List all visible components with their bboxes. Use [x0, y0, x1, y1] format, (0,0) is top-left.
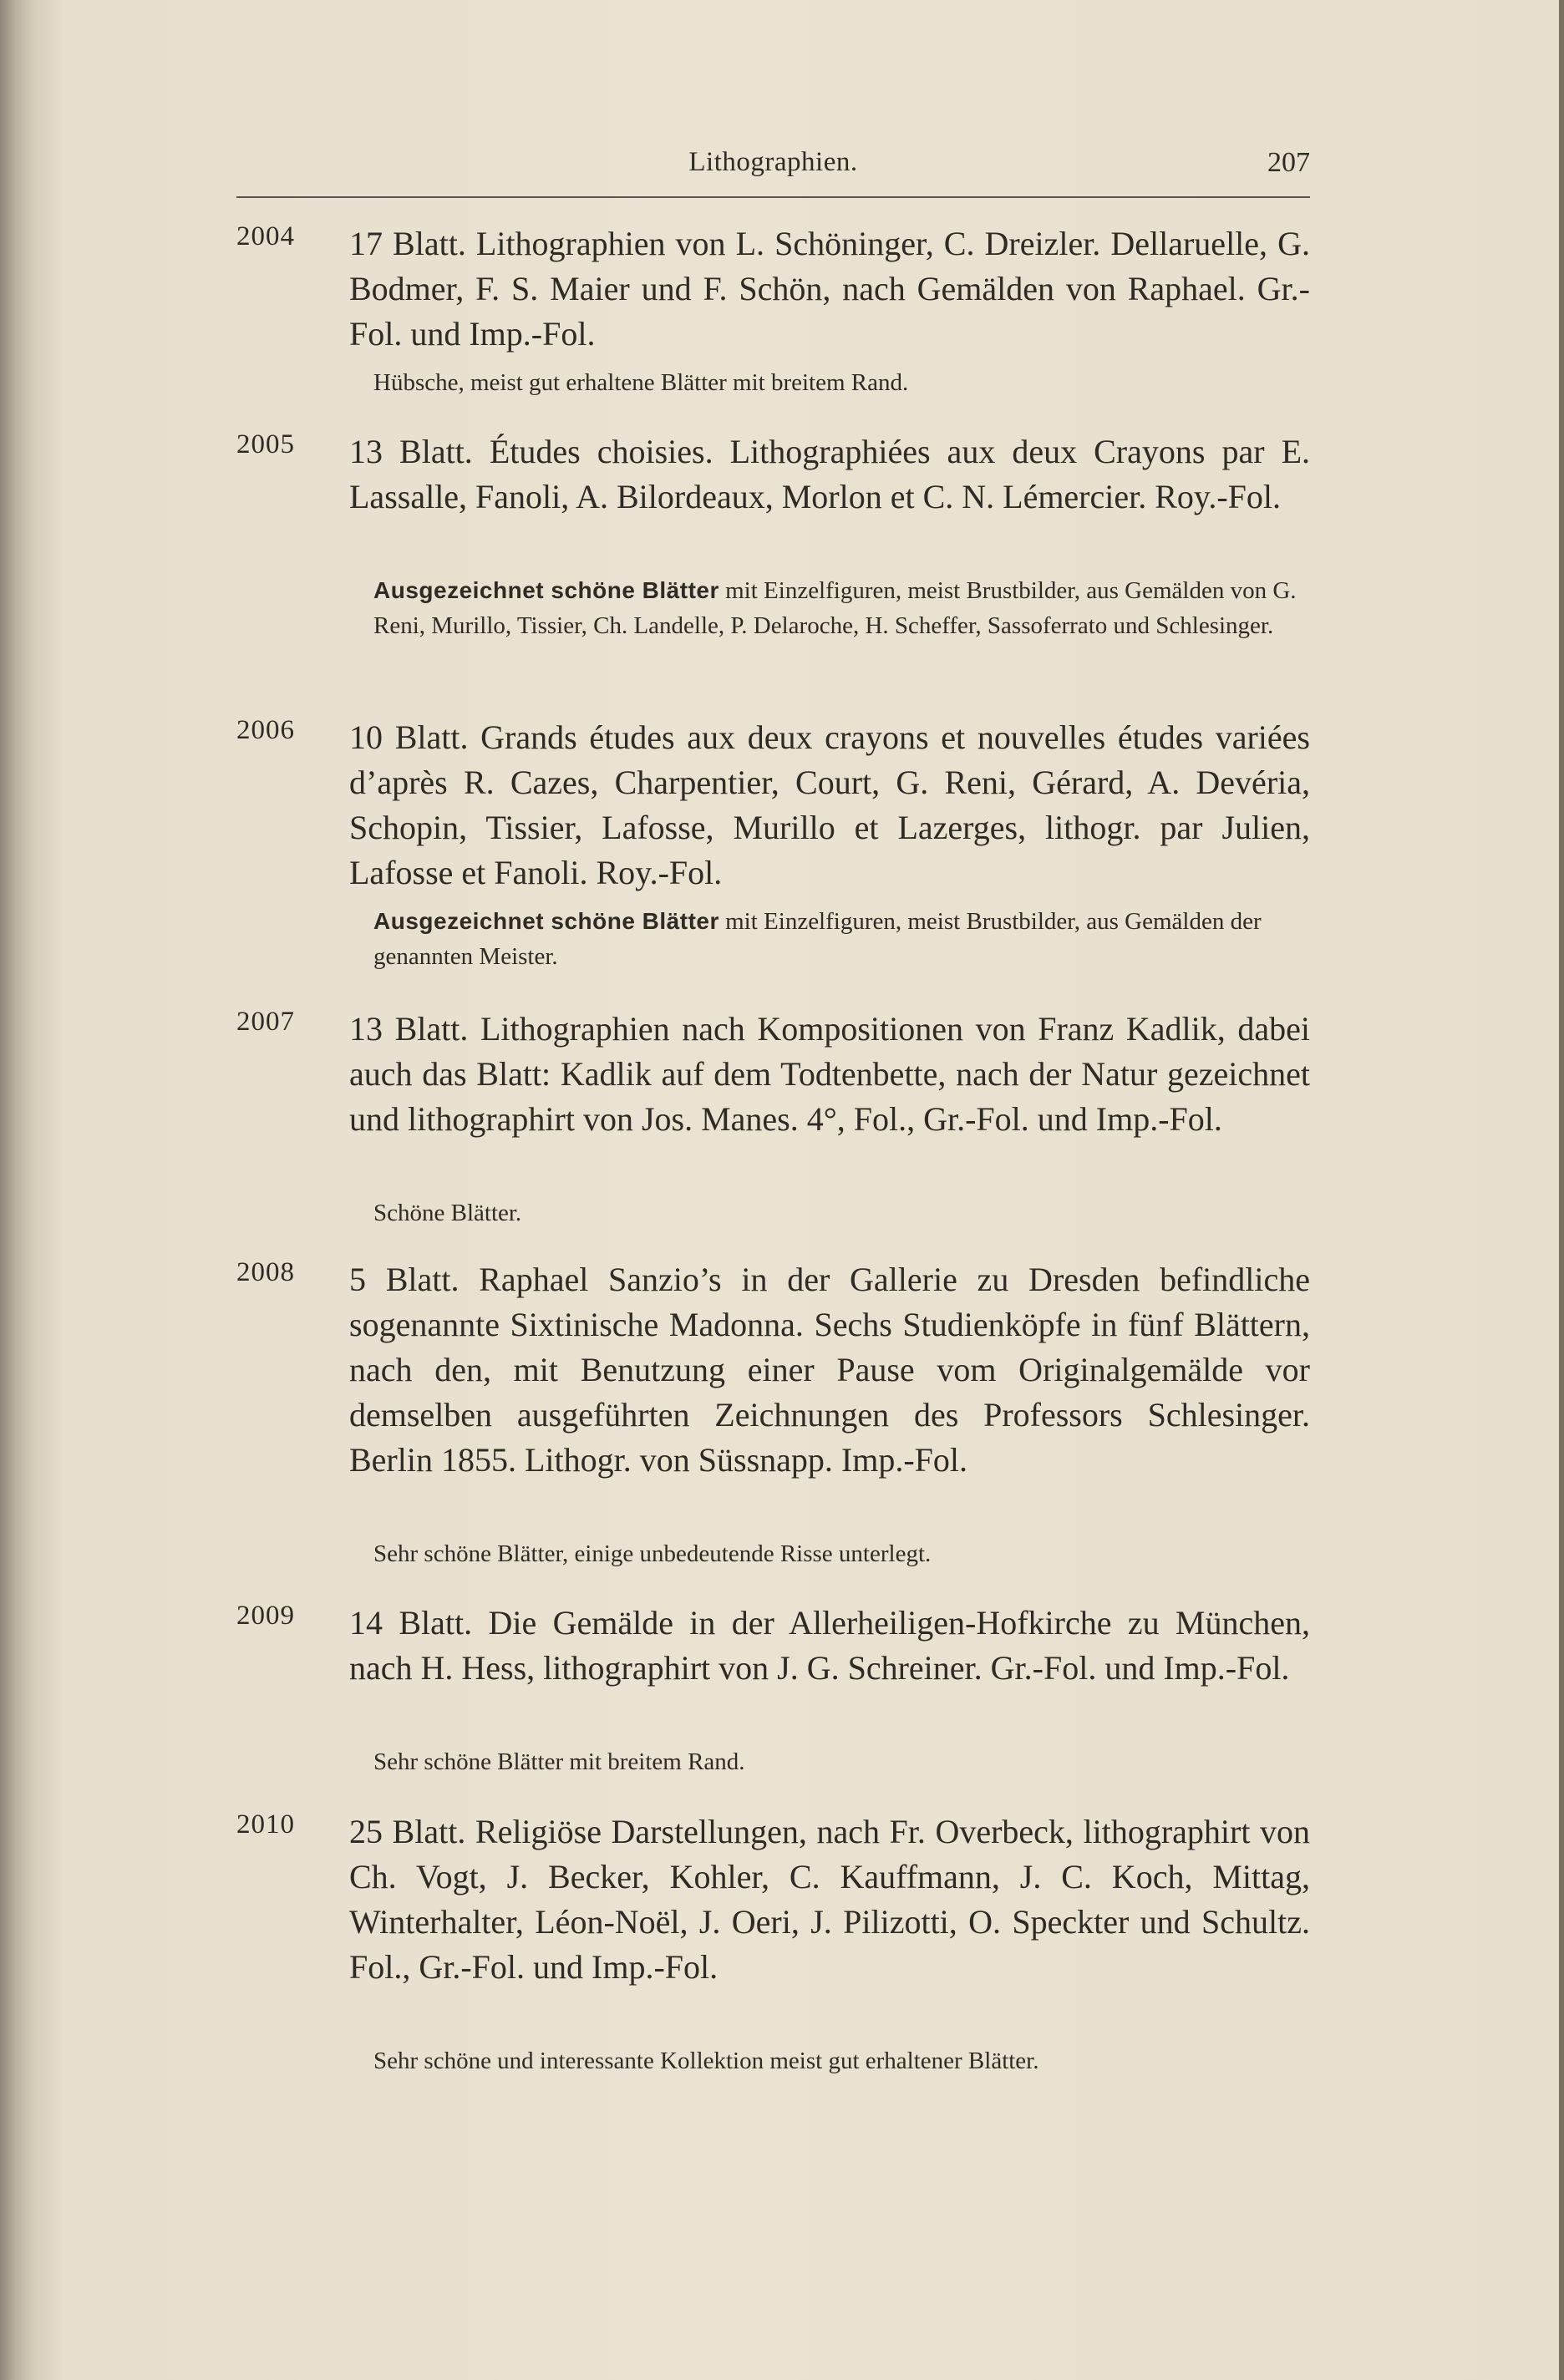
- page-edge: [1559, 0, 1564, 2380]
- entry-description: 25 Blatt. Religiöse Darstellungen, nach Fr. Overbeck, lithographirt von Ch. Vogt, J. Becker, Kohler, C. Kauffmann, J. C. Koch, Mittag, Winterhalter, Léon-Noël, J. Oeri, J. Pilizotti, O. Speckter und Schultz. Fol., Gr.-Fol. und Imp.-Fol.: [349, 1813, 1310, 1986]
- note-text: Sehr schöne Blätter mit breitem Rand.: [373, 1748, 745, 1775]
- lot-number: 2010: [236, 1809, 295, 1840]
- page-number: 207: [1267, 147, 1310, 178]
- note-text: Hübsche, meist gut erhaltene Blätter mit breitem Rand.: [373, 369, 909, 396]
- lot-number: 2006: [236, 715, 295, 745]
- note-emphasis: Ausgezeichnet schöne Blätter: [373, 577, 719, 603]
- note-text: mit Einzelfiguren, meist Brustbilder, aus Gemälden von G. Reni, Murillo, Tissier, Ch. Landelle, P. Delaroche, H. Scheffer, Sassoferrato und Schlesinger.: [373, 577, 1297, 639]
- note-emphasis: Ausgezeichnet schöne Blätter: [373, 908, 719, 934]
- entry-description: 10 Blatt. Grands études aux deux crayons et nouvelles études variées d’après R. Cazes, Charpentier, Court, G. Reni, Gérard, A. Devéria, Schopin, Tissier, Lafosse, Murillo et Lazerges, lithogr. par Julien, Lafosse et Fanoli. Roy.-Fol.: [349, 718, 1310, 891]
- entry-note: [373, 1536, 1310, 1571]
- lot-number: 2008: [236, 1257, 295, 1287]
- note-text: Schöne Blätter.: [373, 1200, 522, 1226]
- note-text: Sehr schöne Blätter, einige unbedeutende Risse unterlegt.: [373, 1540, 932, 1567]
- lot-number: 2004: [236, 221, 295, 251]
- header-rule: [236, 196, 1310, 198]
- lot-number: 2007: [236, 1007, 295, 1037]
- entry-note: [373, 1195, 1310, 1231]
- entry-description: 13 Blatt. Lithographien nach Kompositionen von Franz Kadlik, dabei auch das Blatt: Kadlik auf dem Todtenbette, nach der Natur gezeichnet und lithographirt von Jos. Manes. 4°, Fol., Gr.-Fol. und Imp.-Fol.: [349, 1010, 1310, 1138]
- entry-note: [373, 1744, 1310, 1779]
- entry-description: 5 Blatt. Raphael Sanzio’s in der Gallerie zu Dresden befindliche sogenannte Sixtinische Madonna. Sechs Studienköpfe in fünf Blättern, nach den, mit Benutzung einer Pause vom Originalgemälde vor demselben ausgeführten Zeichnungen des Professors Schlesinger. Berlin 1855. Lithogr. von Süssnapp. Imp.-Fol.: [349, 1261, 1310, 1479]
- entry-description: 17 Blatt. Lithographien von L. Schöninger, C. Dreizler. Dellaruelle, G. Bodmer, F. S. Maier und F. Schön, nach Gemälden von Raphael. Gr.-Fol. und Imp.-Fol.: [349, 225, 1310, 353]
- entry-description: 14 Blatt. Die Gemälde in der Allerheiligen-Hofkirche zu München, nach H. Hess, lithographirt von J. G. Schreiner. Gr.-Fol. und Imp.-Fol.: [349, 1604, 1310, 1687]
- running-title: Lithographien.: [688, 147, 858, 177]
- entry-note: [373, 365, 1310, 400]
- entry-note: [373, 904, 1310, 974]
- entry-description: 13 Blatt. Études choisies. Lithographiées aux deux Crayons par E. Lassalle, Fanoli, A. Bilordeaux, Morlon et C. N. Lémercier. Roy.-Fol.: [349, 433, 1310, 515]
- note-text: mit Einzelfiguren, meist Brustbilder, aus Gemälden der genannten Meister.: [373, 908, 1262, 970]
- running-header: [236, 147, 1310, 197]
- lot-number: 2005: [236, 429, 295, 459]
- lot-number: 2009: [236, 1601, 295, 1631]
- note-text: Sehr schöne und interessante Kollektion meist gut erhaltener Blätter.: [373, 2048, 1039, 2074]
- entry-note: [373, 573, 1310, 643]
- entry-note: [373, 2043, 1310, 2078]
